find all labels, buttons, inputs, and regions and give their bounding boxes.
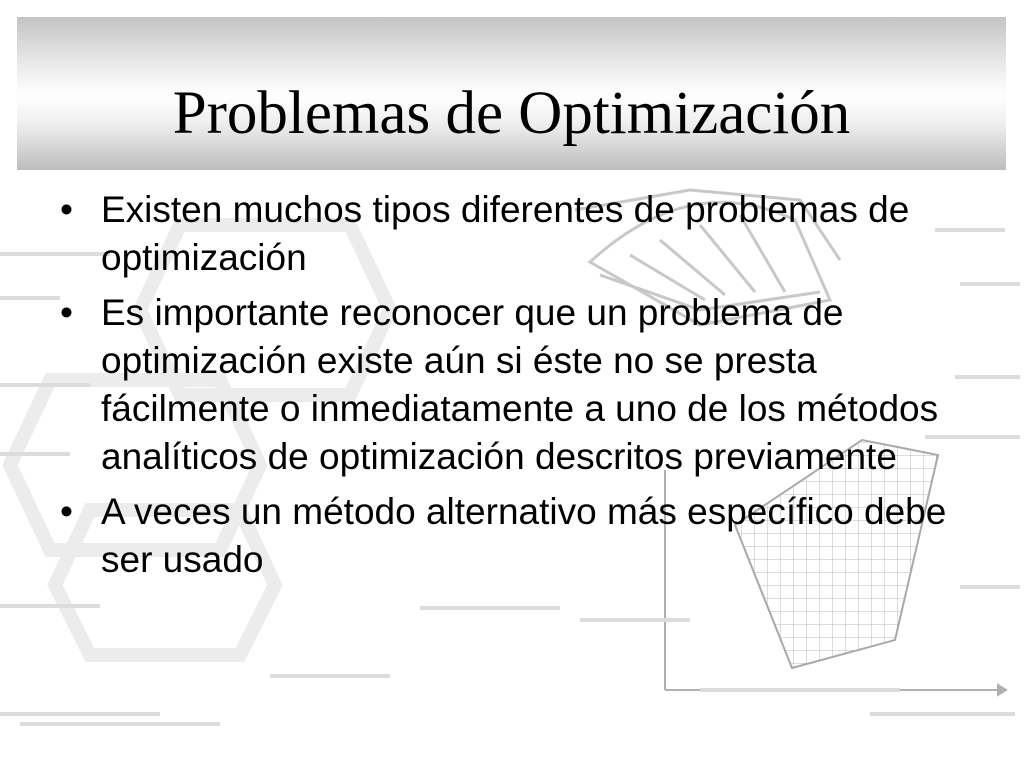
- bullet-item: [58, 186, 958, 282]
- slide-title: Problemas de Optimización: [172, 80, 851, 147]
- bullet-list: [58, 186, 958, 591]
- bullet-item: [58, 289, 958, 481]
- bullet-marker: •: [60, 491, 73, 532]
- bullet-text: Es importante reconocer que un problema de optimización existe aún si éste no se presta fácilmente o inmediatamente a uno de los métodos analíticos de optimización descritos previamente: [101, 292, 939, 477]
- title-banner: [17, 17, 1006, 170]
- bullet-marker: •: [60, 189, 73, 230]
- bullet-text: Existen muchos tipos diferentes de problemas de optimización: [101, 189, 910, 278]
- bullet-marker: •: [60, 292, 73, 333]
- bullet-text: A veces un método alternativo más específico debe ser usado: [101, 491, 947, 580]
- bullet-item: [58, 488, 958, 584]
